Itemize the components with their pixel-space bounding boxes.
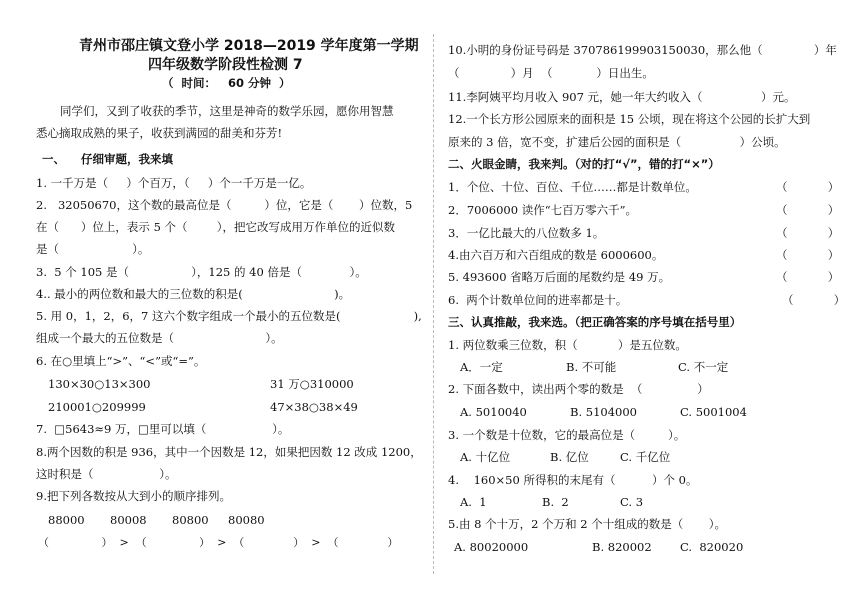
choice-option: B. 820002 [592,540,652,554]
section-3-heading: 三、认真推敲，我来选。（把正确答案的序号填在括号里） [448,315,742,329]
true-false-item: 1．个位、十位、百位、千位……都是计数单位。 [448,180,697,194]
question-8-line-1: 8.两个因数的积是 936，其中一个因数是 12，如果把因数 12 改成 1200， [36,445,422,459]
choice-option: A．一定 [460,360,503,374]
order-number: 80080 [228,513,265,527]
answer-blank: （ ） [776,203,840,217]
question-9: 9.把下列各数按从大到小的顺序排列。 [36,489,231,503]
choice-option: C. 不一定 [678,360,729,374]
choice-option: B. 2 [542,495,569,509]
choice-option: A. 80020000 [454,540,529,554]
choice-option: A. 1 [460,495,487,509]
choice-option: C. 3 [620,495,644,509]
question-2-line-1: 2. 32050670，这个数的最高位是（ ）位，它是（ ）位数，5 [36,198,413,212]
answer-blank: （ ） [776,180,840,194]
choice-option: A. 5010040 [460,405,527,419]
true-false-item: 3．一亿比最大的八位数多 1。 [448,226,605,240]
question-6: 6. 在○里填上“>”、“<”或“=”。 [36,354,206,368]
answer-blank: （ ） [782,293,846,307]
question-4: 4.. 最小的两位数和最大的三位数的积是( )。 [36,287,351,301]
intro-line-1: 同学们，又到了收获的季节，这里是神奇的数学乐园，愿你用智慧 [60,104,394,118]
choice-option: B. 亿位 [550,450,589,464]
column-divider [433,34,434,574]
question-5-line-2: 组成一个最大的五位数是（ ）。 [36,331,283,345]
exam-title: 青州市邵庄镇文登小学 2018—2019 学年度第一学期 [79,38,419,54]
choice-question-4: 4. 160×50 所得积的末尾有（ ）个 0。 [448,473,698,487]
question-12-line-2: 原来的 3 倍，宽不变，扩建后公园的面积是（ ）公顷。 [448,135,786,149]
order-number: 80008 [110,513,147,527]
comparison-item: 130×30○13×300 [48,377,151,391]
choice-option: A. 十亿位 [460,450,511,464]
question-5-line-1: 5. 用 0，1，2，6，7 这六个数字组成一个最小的五位数是( ), [36,309,422,323]
order-number: 88000 [48,513,85,527]
choice-option: C. 5001004 [680,405,747,419]
choice-option: B. 不可能 [566,360,617,374]
choice-question-5: 5.由 8 个十万，2 个万和 2 个十组成的数是（ ）。 [448,517,727,531]
question-1: 1. 一千万是（ ）个百万，（ ）个一千万是一亿。 [36,176,312,190]
section-2-heading: 二、火眼金睛，我来判。（对的打“√”，错的打“×”） [448,157,720,171]
question-8-line-2: 这时积是（ ）。 [36,467,177,481]
answer-blank: （ ） [776,270,840,284]
comparison-item: 47×38○38×49 [270,400,358,414]
choice-question-1: 1. 两位数乘三位数，积（ ）是五位数。 [448,338,687,352]
choice-option: C. 千亿位 [620,450,671,464]
question-10-line-1: 10.小明的身份证号码是 370786199903150030，那么他（ ）年 [448,43,837,57]
choice-option: C. 820020 [680,540,744,554]
exam-subtitle: 四年级数学阶段性检测 7 [148,57,303,73]
intro-line-2: 悉心摘取成熟的果子，收获到满园的甜美和芬芳! [36,126,283,140]
exam-time: （ 时间： 60 分钟 ） [162,76,291,90]
order-answer-line: （ ） > （ ） > （ ） > （ ） [38,536,399,549]
comparison-item: 31 万○310000 [270,377,354,391]
question-12-line-1: 12.一个长方形公园原来的面积是 15 公顷，现在将这个公园的长扩大到 [448,112,811,126]
question-10-line-2: （ ）月 （ ）日出生。 [448,66,654,80]
question-2-line-2: 在（ ）位上，表示 5 个（ ），把它改写成用万作单位的近似数 [36,220,396,234]
true-false-item: 6. 两个计数单位间的进率都是十。 [448,293,628,307]
question-2-line-3: 是（ ）。 [36,242,150,256]
choice-question-2: 2. 下面各数中，读出两个零的数是 （ ） [448,382,709,396]
question-7: 7. □5643≈9 万，□里可以填（ ）。 [36,422,290,436]
question-3: 3. 5 个 105 是（ ），125 的 40 倍是（ ）。 [36,265,367,279]
true-false-item: 5. 493600 省略万后面的尾数约是 49 万。 [448,270,671,284]
comparison-item: 210001○209999 [48,400,146,414]
answer-blank: （ ） [776,248,840,262]
choice-question-3: 3. 一个数是十位数，它的最高位是（ ）。 [448,428,686,442]
section-1-heading: 一、 仔细审题，我来填 [42,152,174,166]
answer-blank: （ ） [776,226,840,240]
true-false-item: 2．7006000 读作“七百万零六千”。 [448,203,637,217]
order-number: 80800 [172,513,209,527]
question-11: 11.李阿姨平均月收入 907 元，她一年大约收入（ ）元。 [448,90,796,104]
true-false-item: 4.由六百万和六百组成的数是 6000600。 [448,248,664,262]
choice-option: B. 5104000 [570,405,637,419]
